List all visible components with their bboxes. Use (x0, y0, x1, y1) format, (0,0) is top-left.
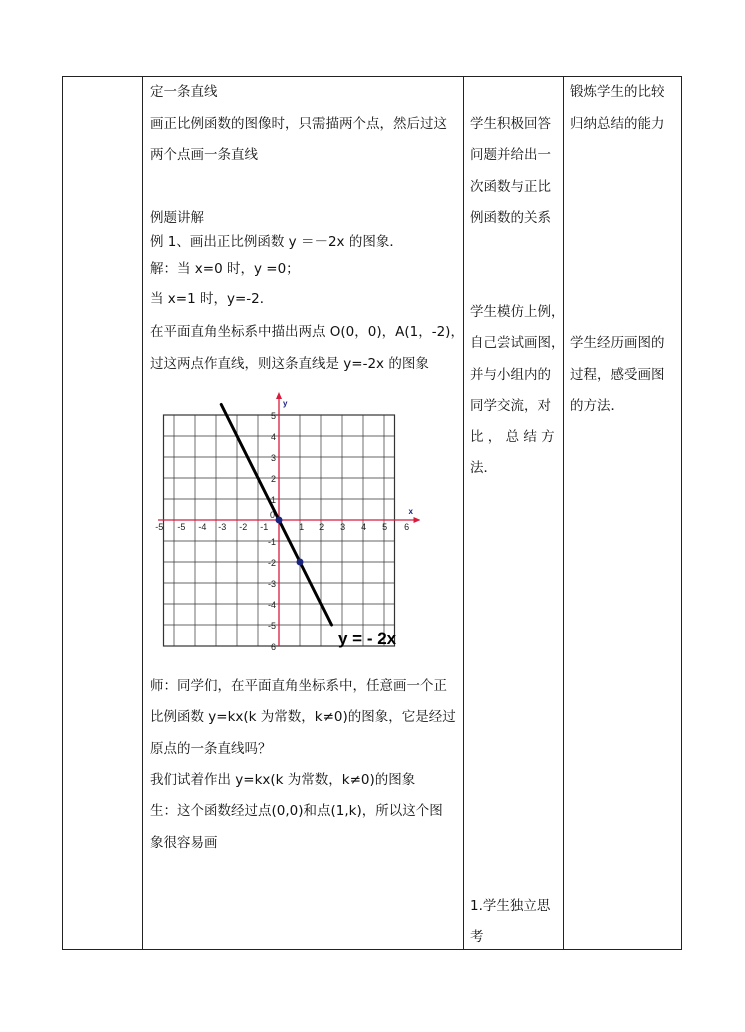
x-tick-label: 6 (404, 522, 410, 532)
x-tick-label: -1 (260, 522, 269, 532)
activity-line: 1.学生独立思 (470, 898, 551, 914)
function-line-path (221, 405, 331, 626)
tick-labels (155, 411, 409, 652)
plotted-point (276, 517, 283, 524)
x-tick-label: -5 (177, 522, 186, 532)
y-axis-label: y (283, 399, 288, 408)
x-tick-label: 5 (382, 522, 388, 532)
student-answer-line: 生：这个函数经过点(0,0)和点(1,k)，所以这个图 (150, 803, 443, 819)
axes (158, 392, 420, 646)
y-tick-label: -2 (268, 558, 277, 568)
x-axis-label: x (408, 507, 413, 516)
teacher-line: 比例函数 y=kx(k 为常数，k≠0)的图象，它是经过 (150, 709, 456, 725)
y-tick-label: -3 (268, 579, 277, 589)
solution-line: 当 x=1 时，y=-2． (150, 291, 274, 307)
design-purpose-cell (570, 77, 682, 949)
column-divider (563, 77, 564, 949)
x-tick-label: 3 (340, 522, 346, 532)
activity-line: 考 (470, 929, 484, 945)
y-tick-label: -1 (268, 537, 277, 547)
example-heading: 例题讲解 (150, 210, 204, 226)
student-answer-line: 象很容易画 (150, 835, 218, 851)
content-line: 画正比例函数的图像时，只需描两个点，然后过这 (150, 116, 447, 132)
x-tick-label: -3 (218, 522, 227, 532)
function-label: y = - 2x (338, 629, 397, 648)
y-tick-label: 5 (271, 411, 277, 421)
student-activity-cell (470, 77, 565, 949)
x-tick-label: 2 (319, 522, 325, 532)
activity-line: 学生模仿上例， (470, 304, 565, 320)
column-divider (142, 77, 143, 949)
y-tick-label: 3 (271, 453, 277, 463)
purpose-line: 过程，感受画图 (570, 367, 665, 383)
x-axis-arrow (414, 517, 421, 523)
activity-line: 例函数的关系 (470, 210, 551, 226)
column-divider (463, 77, 464, 949)
content-line: 定一条直线 (150, 84, 218, 100)
content-line: 过这两点作直线，则这条直线是 y=-2x 的图象 (150, 356, 429, 372)
activity-line: 比 ， 总 结 方 (470, 429, 555, 445)
x-tick-label: 4 (361, 522, 367, 532)
y-axis-arrow (276, 392, 282, 399)
activity-line: 学生积极回答 (470, 116, 551, 132)
teacher-line: 原点的一条直线吗？ (150, 741, 272, 757)
purpose-line: 学生经历画图的 (570, 335, 665, 351)
activity-line: 自己尝试画图， (470, 335, 565, 351)
x-tick-label: 1 (299, 522, 305, 532)
origin-label: 0 (270, 510, 276, 520)
x-tick-label: -2 (239, 522, 248, 532)
purpose-line: 归纳总结的能力 (570, 116, 665, 132)
activity-line: 同学交流，对 (470, 398, 551, 414)
purpose-line: 的方法． (570, 398, 624, 414)
y-tick-label: -5 (268, 621, 277, 631)
y-tick-label: 6 (271, 642, 277, 652)
example-question: 例 1、画出正比例函数 y ＝－2x 的图象． (150, 234, 403, 250)
activity-line: 次函数与正比 (470, 179, 551, 195)
function-line (221, 405, 396, 649)
y-tick-label: 2 (271, 474, 277, 484)
x-tick-label: -4 (198, 522, 207, 532)
plotted-point (297, 559, 304, 566)
purpose-line: 锻炼学生的比较 (570, 84, 665, 100)
solution-line: 解：当 x=0 时，y =0； (150, 261, 300, 277)
content-line: 在平面直角坐标系中描出两点 O(0，0)，A(1，-2)， (150, 324, 464, 340)
coordinate-graph (150, 380, 420, 660)
y-tick-label: -4 (268, 600, 277, 610)
content-line: 我们试着作出 y=kx(k 为常数，k≠0)的图象 (150, 772, 416, 788)
y-tick-label: 4 (271, 432, 277, 442)
activity-line: 问题并给出一 (470, 147, 551, 163)
x-tick-label: -5 (155, 522, 164, 532)
activity-line: 并与小组内的 (470, 367, 551, 383)
y-tick-label: 1 (271, 495, 277, 505)
content-line: 两个点画一条直线 (150, 147, 258, 163)
activity-line: 法． (470, 460, 497, 476)
teacher-line: 师：同学们，在平面直角坐标系中，任意画一个正 (150, 678, 447, 694)
